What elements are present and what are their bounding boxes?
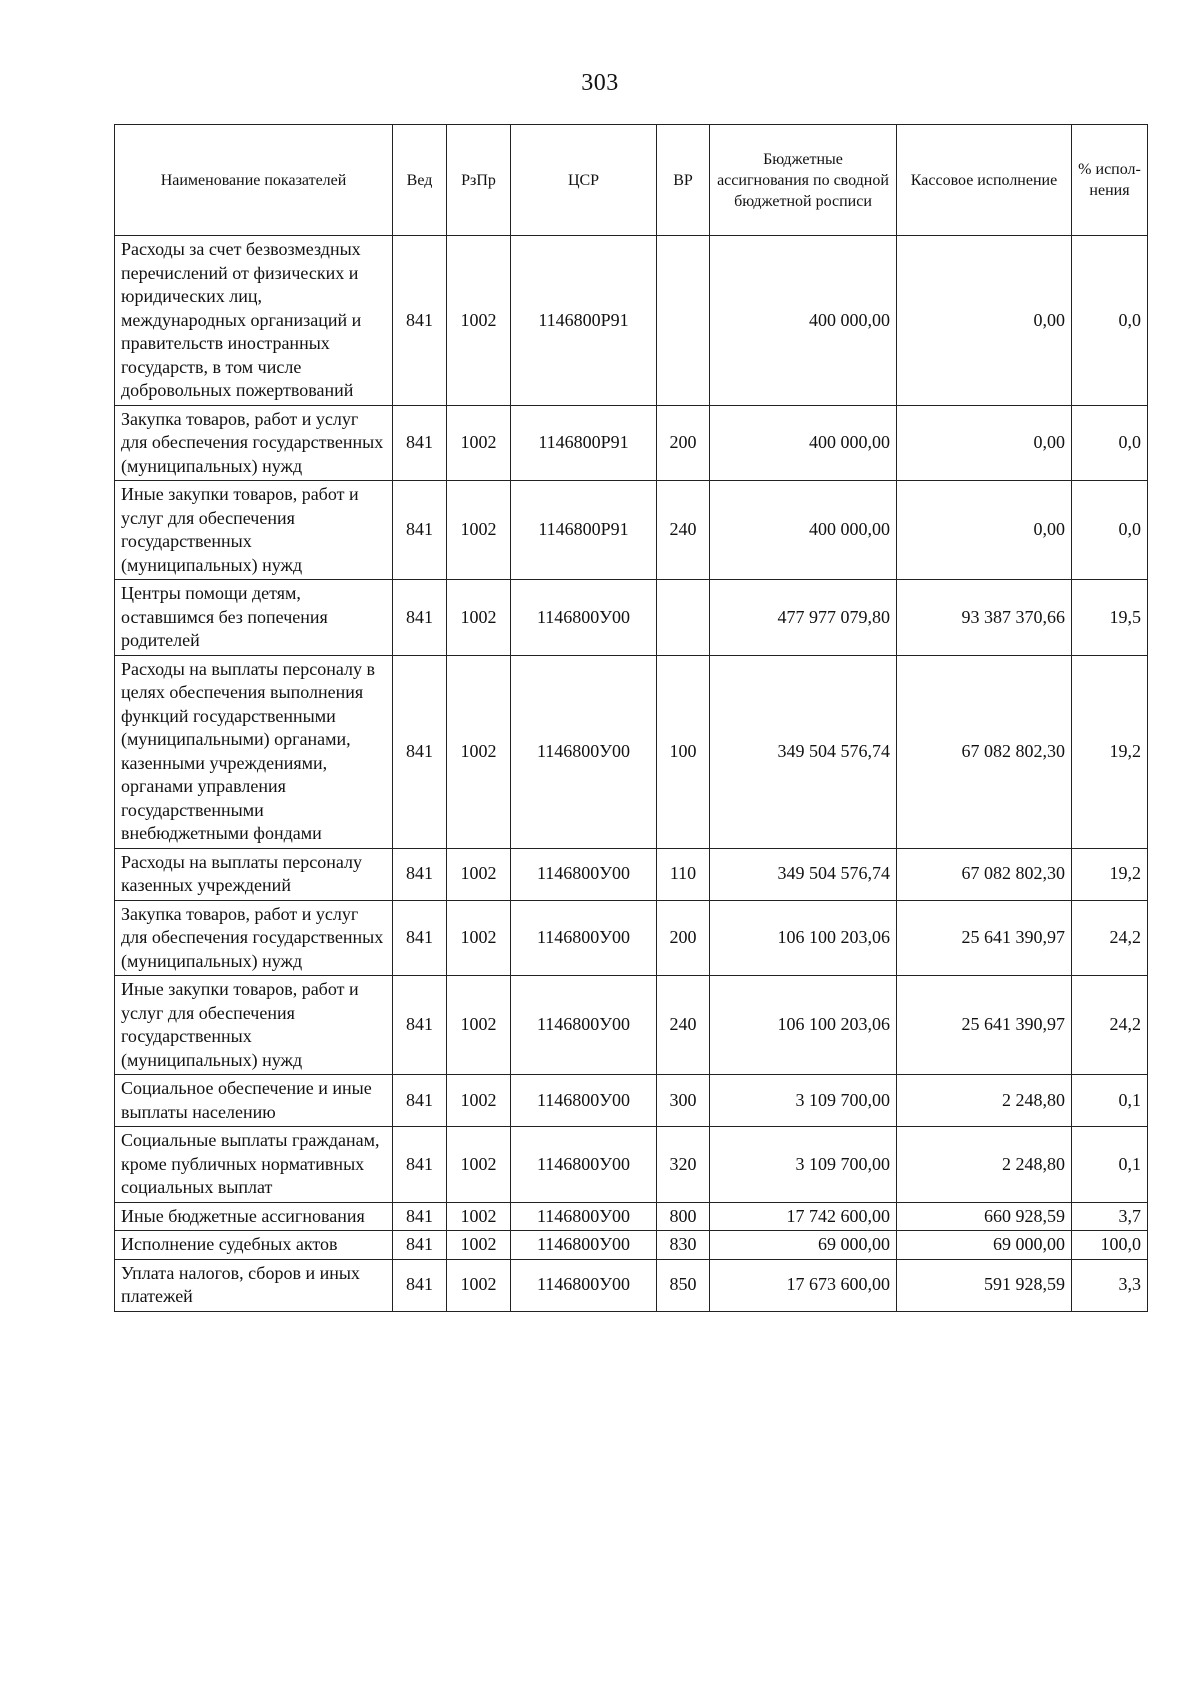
cell-vr: 850 bbox=[657, 1259, 710, 1311]
cell-budget-allocations: 349 504 576,74 bbox=[710, 848, 897, 900]
cell-execution-percent: 0,0 bbox=[1072, 405, 1148, 481]
cell-ved: 841 bbox=[393, 1075, 447, 1127]
cell-cash-execution: 93 387 370,66 bbox=[897, 580, 1072, 656]
cell-name: Расходы на выплаты персоналу казенных учреждений bbox=[115, 848, 393, 900]
header-rzpr: РзПр bbox=[447, 125, 511, 236]
cell-budget-allocations: 106 100 203,06 bbox=[710, 976, 897, 1075]
cell-vr: 830 bbox=[657, 1231, 710, 1260]
cell-execution-percent: 24,2 bbox=[1072, 900, 1148, 976]
table-row bbox=[115, 580, 1148, 656]
cell-cash-execution: 2 248,80 bbox=[897, 1075, 1072, 1127]
page-number: 303 bbox=[581, 70, 619, 96]
cell-budget-allocations: 69 000,00 bbox=[710, 1231, 897, 1260]
cell-name: Расходы за счет безвозмездных перечислений от физических и юридических лиц, международных организаций и правительств иностранных государств, в том числе добровольных пожертвований bbox=[115, 236, 393, 406]
cell-name: Расходы на выплаты персоналу в целях обеспечения выполнения функций государственными (муниципальными) органами, казенными учреждениями, органами управления государственными внебюджетными фондами bbox=[115, 655, 393, 848]
cell-vr: 200 bbox=[657, 405, 710, 481]
cell-rzpr: 1002 bbox=[447, 1202, 511, 1231]
cell-vr: 320 bbox=[657, 1127, 710, 1203]
cell-vr: 110 bbox=[657, 848, 710, 900]
cell-ved: 841 bbox=[393, 1202, 447, 1231]
cell-name: Закупка товаров, работ и услуг для обеспечения государственных (муниципальных) нужд bbox=[115, 900, 393, 976]
cell-budget-allocations: 106 100 203,06 bbox=[710, 900, 897, 976]
cell-rzpr: 1002 bbox=[447, 236, 511, 406]
cell-ved: 841 bbox=[393, 481, 447, 580]
cell-csr: 1146800У00 bbox=[511, 655, 657, 848]
table-row bbox=[115, 1259, 1148, 1311]
cell-csr: 1146800У00 bbox=[511, 1202, 657, 1231]
cell-name: Социальное обеспечение и иные выплаты населению bbox=[115, 1075, 393, 1127]
cell-rzpr: 1002 bbox=[447, 1231, 511, 1260]
cell-rzpr: 1002 bbox=[447, 580, 511, 656]
cell-rzpr: 1002 bbox=[447, 900, 511, 976]
cell-csr: 1146800У00 bbox=[511, 1231, 657, 1260]
cell-budget-allocations: 17 742 600,00 bbox=[710, 1202, 897, 1231]
cell-cash-execution: 2 248,80 bbox=[897, 1127, 1072, 1203]
header-budget-allocations: Бюджетные ассигнования по сводной бюджетной росписи bbox=[710, 125, 897, 236]
cell-ved: 841 bbox=[393, 1127, 447, 1203]
cell-cash-execution: 0,00 bbox=[897, 236, 1072, 406]
cell-ved: 841 bbox=[393, 580, 447, 656]
table-row bbox=[115, 481, 1148, 580]
table-row bbox=[115, 655, 1148, 848]
cell-execution-percent: 19,2 bbox=[1072, 655, 1148, 848]
cell-csr: 1146800Р91 bbox=[511, 405, 657, 481]
cell-rzpr: 1002 bbox=[447, 848, 511, 900]
table-row bbox=[115, 900, 1148, 976]
table-row bbox=[115, 1231, 1148, 1260]
cell-name: Иные бюджетные ассигнования bbox=[115, 1202, 393, 1231]
cell-cash-execution: 69 000,00 bbox=[897, 1231, 1072, 1260]
cell-rzpr: 1002 bbox=[447, 1259, 511, 1311]
cell-name: Центры помощи детям, оставшимся без попечения родителей bbox=[115, 580, 393, 656]
cell-execution-percent: 19,5 bbox=[1072, 580, 1148, 656]
cell-csr: 1146800У00 bbox=[511, 976, 657, 1075]
cell-name: Уплата налогов, сборов и иных платежей bbox=[115, 1259, 393, 1311]
cell-vr: 240 bbox=[657, 976, 710, 1075]
cell-csr: 1146800Р91 bbox=[511, 236, 657, 406]
table-row bbox=[115, 236, 1148, 406]
cell-budget-allocations: 477 977 079,80 bbox=[710, 580, 897, 656]
cell-ved: 841 bbox=[393, 405, 447, 481]
cell-csr: 1146800Р91 bbox=[511, 481, 657, 580]
cell-ved: 841 bbox=[393, 848, 447, 900]
cell-cash-execution: 591 928,59 bbox=[897, 1259, 1072, 1311]
cell-csr: 1146800У00 bbox=[511, 1075, 657, 1127]
cell-vr: 240 bbox=[657, 481, 710, 580]
cell-budget-allocations: 3 109 700,00 bbox=[710, 1075, 897, 1127]
cell-ved: 841 bbox=[393, 1231, 447, 1260]
cell-budget-allocations: 3 109 700,00 bbox=[710, 1127, 897, 1203]
cell-vr bbox=[657, 236, 710, 406]
cell-name: Исполнение судебных актов bbox=[115, 1231, 393, 1260]
cell-name: Социальные выплаты гражданам, кроме публичных нормативных социальных выплат bbox=[115, 1127, 393, 1203]
header-csr: ЦСР bbox=[511, 125, 657, 236]
table-body bbox=[115, 236, 1148, 1312]
cell-vr bbox=[657, 580, 710, 656]
cell-cash-execution: 67 082 802,30 bbox=[897, 848, 1072, 900]
cell-csr: 1146800У00 bbox=[511, 848, 657, 900]
cell-rzpr: 1002 bbox=[447, 976, 511, 1075]
budget-execution-table bbox=[114, 124, 1148, 1312]
cell-csr: 1146800У00 bbox=[511, 900, 657, 976]
cell-execution-percent: 3,7 bbox=[1072, 1202, 1148, 1231]
cell-vr: 800 bbox=[657, 1202, 710, 1231]
cell-ved: 841 bbox=[393, 976, 447, 1075]
cell-csr: 1146800У00 bbox=[511, 1127, 657, 1203]
cell-ved: 841 bbox=[393, 236, 447, 406]
cell-execution-percent: 0,0 bbox=[1072, 481, 1148, 580]
cell-vr: 300 bbox=[657, 1075, 710, 1127]
cell-budget-allocations: 17 673 600,00 bbox=[710, 1259, 897, 1311]
cell-csr: 1146800У00 bbox=[511, 1259, 657, 1311]
header-name: Наименование показателей bbox=[115, 125, 393, 236]
cell-name: Иные закупки товаров, работ и услуг для обеспечения государственных (муниципальных) нужд bbox=[115, 481, 393, 580]
cell-ved: 841 bbox=[393, 655, 447, 848]
cell-ved: 841 bbox=[393, 1259, 447, 1311]
cell-vr: 100 bbox=[657, 655, 710, 848]
cell-execution-percent: 24,2 bbox=[1072, 976, 1148, 1075]
cell-execution-percent: 3,3 bbox=[1072, 1259, 1148, 1311]
cell-rzpr: 1002 bbox=[447, 1127, 511, 1203]
cell-budget-allocations: 400 000,00 bbox=[710, 405, 897, 481]
table-row bbox=[115, 405, 1148, 481]
cell-budget-allocations: 400 000,00 bbox=[710, 236, 897, 406]
cell-name: Иные закупки товаров, работ и услуг для обеспечения государственных (муниципальных) нужд bbox=[115, 976, 393, 1075]
cell-cash-execution: 0,00 bbox=[897, 481, 1072, 580]
cell-rzpr: 1002 bbox=[447, 405, 511, 481]
cell-vr: 200 bbox=[657, 900, 710, 976]
header-ved: Вед bbox=[393, 125, 447, 236]
cell-execution-percent: 19,2 bbox=[1072, 848, 1148, 900]
header-vr: ВР bbox=[657, 125, 710, 236]
table-row bbox=[115, 1202, 1148, 1231]
table-header-row bbox=[115, 125, 1148, 236]
cell-cash-execution: 0,00 bbox=[897, 405, 1072, 481]
cell-cash-execution: 25 641 390,97 bbox=[897, 900, 1072, 976]
table-row bbox=[115, 1127, 1148, 1203]
table-row bbox=[115, 976, 1148, 1075]
cell-execution-percent: 100,0 bbox=[1072, 1231, 1148, 1260]
cell-rzpr: 1002 bbox=[447, 1075, 511, 1127]
cell-cash-execution: 660 928,59 bbox=[897, 1202, 1072, 1231]
cell-ved: 841 bbox=[393, 900, 447, 976]
cell-execution-percent: 0,1 bbox=[1072, 1127, 1148, 1203]
cell-budget-allocations: 349 504 576,74 bbox=[710, 655, 897, 848]
cell-budget-allocations: 400 000,00 bbox=[710, 481, 897, 580]
cell-cash-execution: 25 641 390,97 bbox=[897, 976, 1072, 1075]
cell-rzpr: 1002 bbox=[447, 655, 511, 848]
cell-rzpr: 1002 bbox=[447, 481, 511, 580]
table-row bbox=[115, 1075, 1148, 1127]
header-cash-execution: Кассовое исполнение bbox=[897, 125, 1072, 236]
header-execution-percent: % испол-нения bbox=[1072, 125, 1148, 236]
table-row bbox=[115, 848, 1148, 900]
cell-execution-percent: 0,1 bbox=[1072, 1075, 1148, 1127]
cell-execution-percent: 0,0 bbox=[1072, 236, 1148, 406]
cell-cash-execution: 67 082 802,30 bbox=[897, 655, 1072, 848]
cell-csr: 1146800У00 bbox=[511, 580, 657, 656]
cell-name: Закупка товаров, работ и услуг для обеспечения государственных (муниципальных) нужд bbox=[115, 405, 393, 481]
